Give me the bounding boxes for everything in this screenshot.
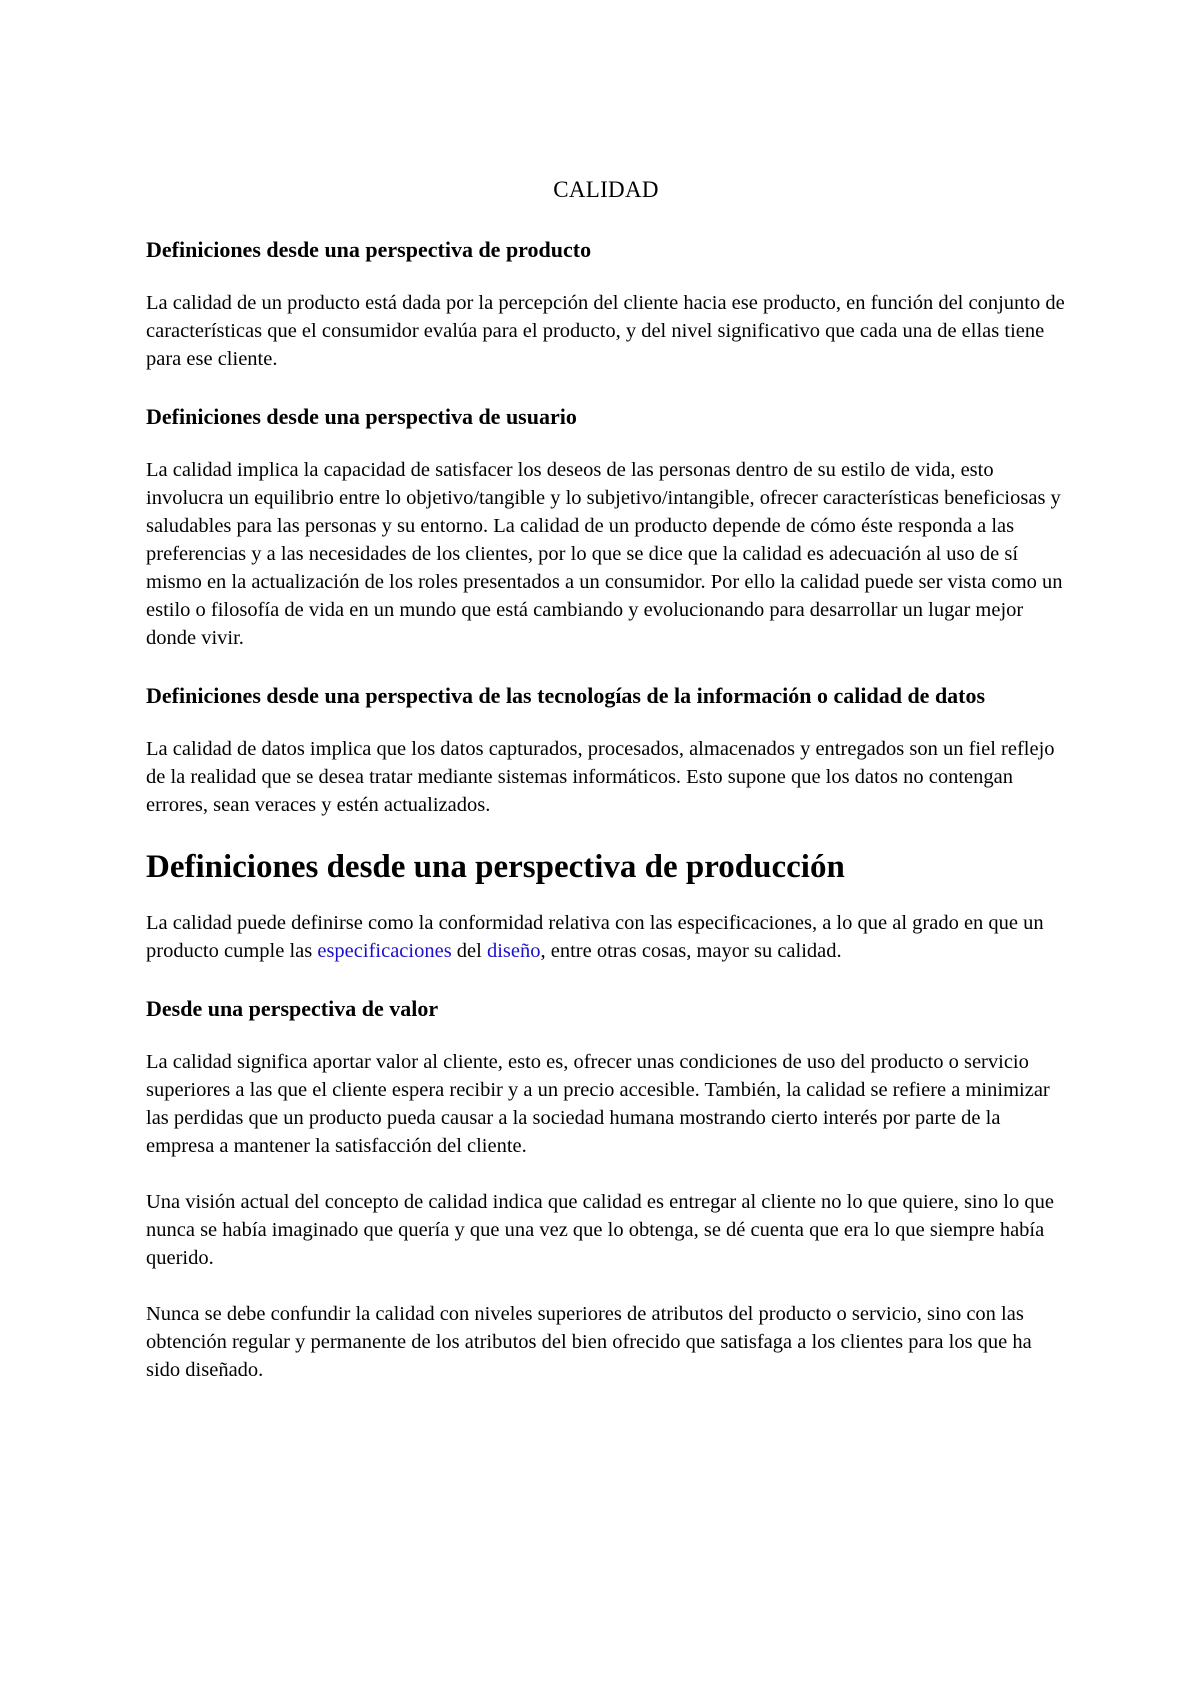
link-diseno[interactable]: diseño [486,940,541,962]
document-title: CALIDAD [553,177,659,202]
heading-production-perspective: Definiciones desde una perspectiva de producción [146,849,845,885]
heading-value-perspective: Desde una perspectiva de valor [146,996,439,1021]
paragraph-production-perspective [146,909,1066,965]
heading-it-perspective: Definiciones desde una perspectiva de las tecnologías de la información o calidad de datos [146,683,986,708]
paragraph-product-perspective: La calidad de un producto está dada por la percepción del cliente hacia ese producto, en función del conjunto de características que el consumidor evalúa para el producto, y del nivel significativo que cada una de ellas tiene para ese cliente. [146,292,1065,370]
heading-product-perspective: Definiciones desde una perspectiva de producto [146,237,592,262]
paragraph-it-perspective: La calidad de datos implica que los datos capturados, procesados, almacenados y entregados son un fiel reflejo de la realidad que se desea tratar mediante sistemas informáticos. Esto supone que los datos no contengan errores, sean veraces y estén actualizados. [146,738,1055,816]
paragraph-value-1: La calidad significa aportar valor al cliente, esto es, ofrecer unas condiciones de uso del producto o servicio superiores a las que el cliente espera recibir y a un precio accesible. También, la calidad se refiere a minimizar las perdidas que un producto pueda causar a la sociedad humana mostrando cierto interés por parte de la empresa a mantener la satisfacción del cliente. [146,1051,1050,1157]
production-text-mid: del [451,940,487,962]
document-page [146,176,1066,1412]
paragraph-user-perspective: La calidad implica la capacidad de satisfacer los deseos de las personas dentro de su estilo de vida, esto involucra un equilibrio entre lo objetivo/tangible y lo subjetivo/intangible, ofrecer características beneficiosas y saludables para las personas y su entorno. La calidad de un producto depende de cómo éste responda a las preferencias y a las necesidades de los clientes, por lo que se dice que la calidad es adecuación al uso de sí mismo en la actualización de los roles presentados a un consumidor. Por ello la calidad puede ser vista como un estilo o filosofía de vida en un mundo que está cambiando y evolucionando para desarrollar un lugar mejor donde vivir. [146,459,1063,649]
paragraph-value-3: Nunca se debe confundir la calidad con niveles superiores de atributos del producto o servicio, sino con las obtención regular y permanente de los atributos del bien ofrecido que satisfaga a los clientes para los que ha sido diseñado. [146,1303,1032,1381]
production-text-end: , entre otras cosas, mayor su calidad. [540,940,842,962]
production-text-start: La calidad puede definirse como la conformidad relativa con las especificaciones, a lo que al grado en que un producto cumple las [146,912,1044,962]
paragraph-value-2: Una visión actual del concepto de calidad indica que calidad es entregar al cliente no lo que quiere, sino lo que nunca se había imaginado que quería y que una vez que lo obtenga, se dé cuenta que era lo que siempre había querido. [146,1191,1054,1269]
link-especificaciones[interactable]: especificaciones [317,940,452,962]
heading-user-perspective: Definiciones desde una perspectiva de usuario [146,404,577,429]
